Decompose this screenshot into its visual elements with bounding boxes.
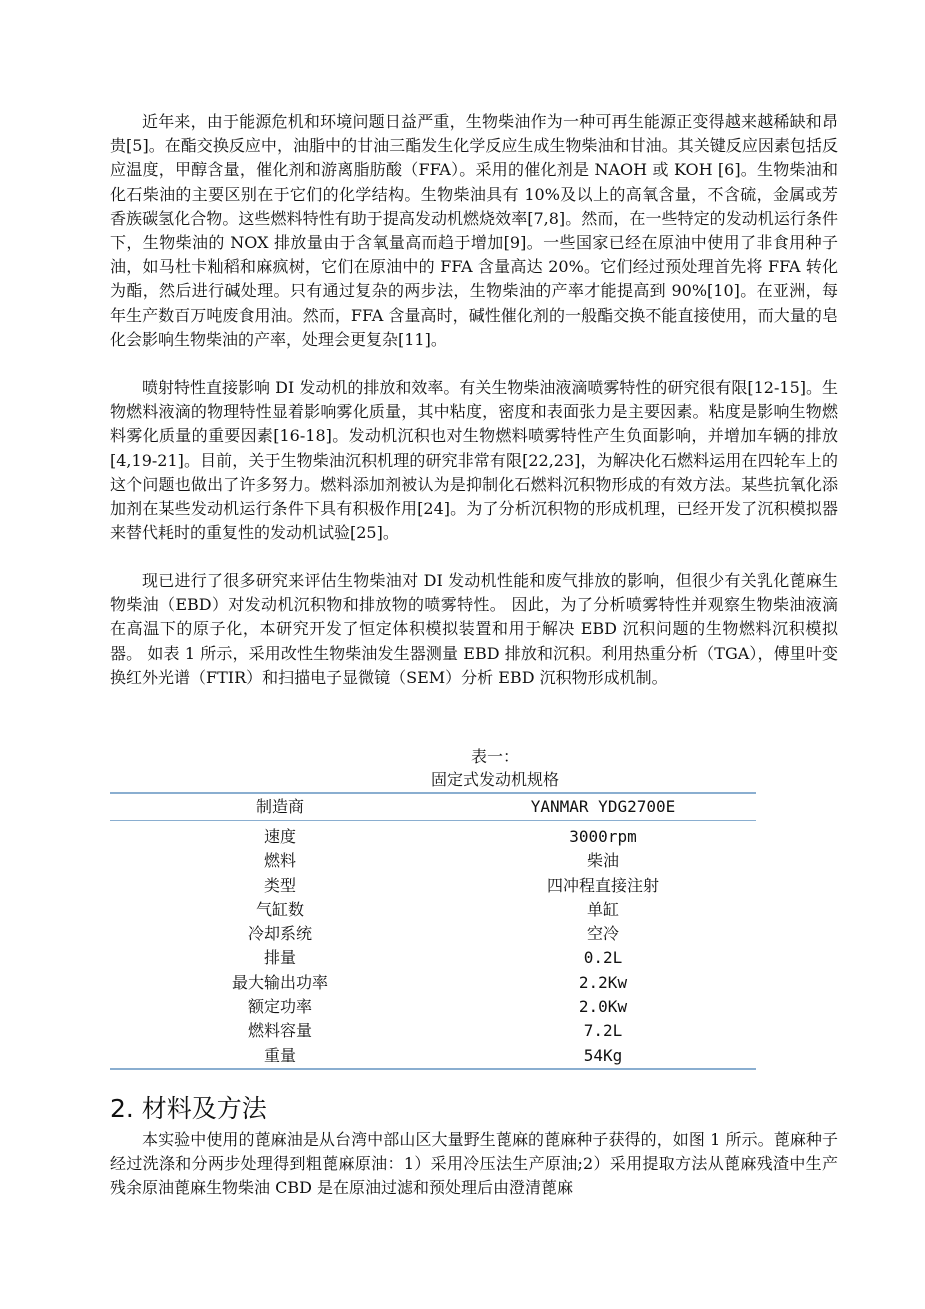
spec-value: 54Kg bbox=[583, 1045, 623, 1065]
table-caption-number: 表一： bbox=[470, 747, 519, 766]
spec-label: 最大输出功率 bbox=[231, 972, 328, 992]
spec-label: 燃料容量 bbox=[247, 1021, 312, 1041]
spec-value: 3000rpm bbox=[569, 827, 637, 846]
table-row bbox=[110, 874, 756, 898]
table-caption-title: 固定式发动机规格 bbox=[430, 770, 559, 789]
table-row bbox=[110, 849, 756, 873]
table-header-value: YANMAR YDG2700E bbox=[530, 797, 676, 816]
table-header-row bbox=[110, 793, 756, 821]
table-row bbox=[110, 1019, 756, 1043]
table-row bbox=[110, 971, 756, 995]
spec-label: 气缸数 bbox=[255, 899, 304, 919]
spec-value: 7.2L bbox=[583, 1021, 623, 1041]
spec-label: 燃料 bbox=[263, 851, 296, 871]
table-row bbox=[110, 922, 756, 946]
spec-label: 排量 bbox=[263, 948, 296, 968]
intro-paragraph-1: 近年来，由于能源危机和环境问题日益严重，生物柴油作为一种可再生能源正变得越来越稀缺和昂贵[5]。在酯交换反应中，油脂中的甘油三酯发生化学反应生成生物柴油和甘油。其关键反应因素包括反应温度，甲醇含量，催化剂和游离脂肪酸（FFA）。采用的催化剂是 NAOH 或 KOH [6]。生物柴油和化石柴油的主要区别在于它们的化学结构。生物柴油具有 10%及以上的高氧含量，不含硫，金属或芳香族碳氢化合物。这些燃料特性有助于提高发动机燃烧效率[7,8]。然而，在一些特定的发动机运行条件下，生物柴油的 NOX 排放量由于含氧量高而趋于增加[9]。一些国家已经在原油中使用了非食用种子油，如马杜卡籼稻和麻疯树，它们在原油中的 FFA 含量高达 20%。它们经过预处理首先将 FFA 转化为酯，然后进行碱处理。只有通过复杂的两步法，生物柴油的产率才能提高到 90%[10]。在亚洲，每年生产数百万吨废食用油。然而，FFA 含量高时，碱性催化剂的一般酯交换不能直接使用，而大量的皂化会影响生物柴油的产率，处理会更复杂[11]。 bbox=[110, 112, 838, 349]
spec-value: 空冷 bbox=[586, 924, 619, 944]
engine-spec-table bbox=[110, 792, 756, 1070]
intro-paragraph-2: 喷射特性直接影响 DI 发动机的排放和效率。有关生物柴油液滴喷雾特性的研究很有限[12-15]。生物燃料液滴的物理特性显着影响雾化质量，其中粘度，密度和表面张力是主要因素。粘度是影响生物燃料雾化质量的重要因素[16-18]。发动机沉积也对生物燃料喷雾特性产生负面影响，并增加车辆的排放[4,19-21]。目前，关于生物柴油沉积机理的研究非常有限[22,23]，为解决化石燃料运用在四轮车上的这个问题也做出了许多努力。燃料添加剂被认为是抑制化石燃料沉积物形成的有效方法。某些抗氧化添加剂在某些发动机运行条件下具有积极作用[24]。为了分析沉积物的形成机理，已经开发了沉积模拟器来替代耗时的重复性的发动机试验[25]。 bbox=[110, 378, 838, 543]
table-row bbox=[110, 1044, 756, 1069]
table-row bbox=[110, 995, 756, 1019]
section-heading: 2. 材料及方法 bbox=[110, 1094, 267, 1123]
table-row bbox=[110, 946, 756, 970]
table-row bbox=[110, 821, 756, 850]
spec-label: 重量 bbox=[263, 1045, 296, 1065]
spec-value: 单缸 bbox=[586, 899, 619, 919]
table-row bbox=[110, 898, 756, 922]
spec-value: 2.0Kw bbox=[578, 997, 628, 1017]
methods-paragraph-1: 本实验中使用的蓖麻油是从台湾中部山区大量野生蓖麻的蓖麻种子获得的，如图 1 所示。蓖麻种子经过洗涤和分两步处理得到粗蓖麻原油：1）采用冷压法生产原油;2）采用提取方法从蓖麻残渣中生产残余原油蓖麻生物柴油 CBD 是在原油过滤和预处理后由澄清蓖麻 bbox=[110, 1130, 838, 1198]
spec-value: 2.2Kw bbox=[578, 972, 628, 992]
spec-label: 额定功率 bbox=[247, 997, 312, 1017]
spec-value: 柴油 bbox=[586, 851, 619, 871]
spec-value: 四冲程直接注射 bbox=[546, 875, 659, 895]
spec-label: 速度 bbox=[263, 827, 296, 846]
spec-label: 冷却系统 bbox=[247, 924, 312, 944]
table-header-label: 制造商 bbox=[255, 797, 304, 816]
spec-value: 0.2L bbox=[583, 948, 623, 968]
intro-paragraph-3: 现已进行了很多研究来评估生物柴油对 DI 发动机性能和废气排放的影响，但很少有关乳化蓖麻生物柴油（EBD）对发动机沉积物和排放物的喷雾特性。 因此，为了分析喷雾特性并观察生物柴油液滴在高温下的原子化，本研究开发了恒定体积模拟装置和用于解决 EBD 沉积问题的生物燃料沉积模拟器。 如表 1 所示，采用改性生物柴油发生器测量 EBD 排放和沉积。利用热重分析（TGA），傅里叶变换红外光谱（FTIR）和扫描电子显微镜（SEM）分析 EBD 沉积物形成机制。 bbox=[110, 571, 838, 687]
spec-label: 类型 bbox=[263, 875, 296, 895]
